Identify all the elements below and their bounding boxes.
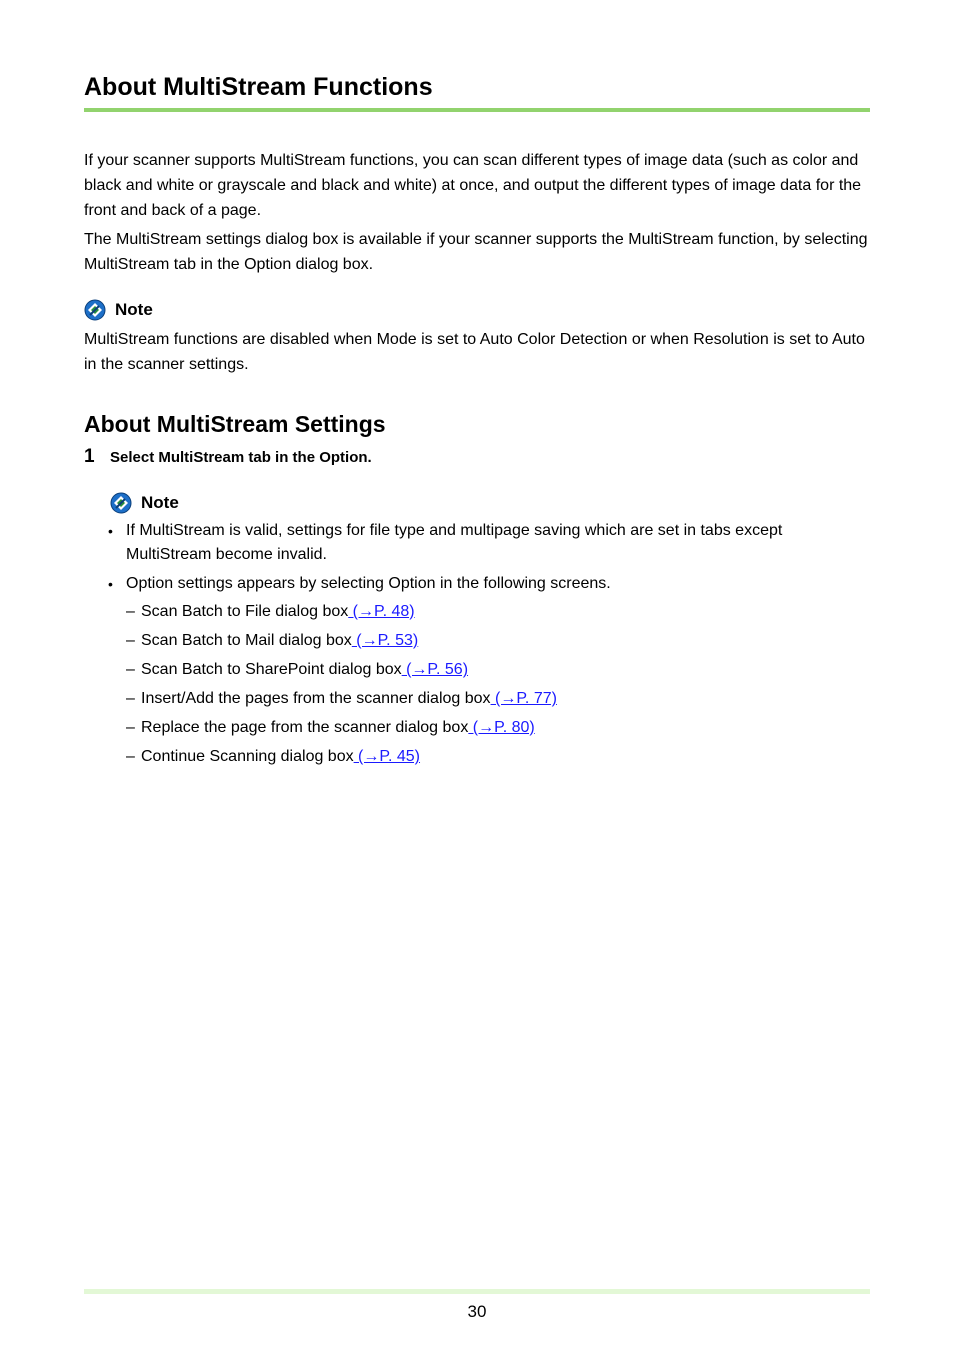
note-label: Note — [141, 493, 179, 512]
page-reference-link[interactable]: (→P. 56) — [401, 661, 469, 678]
dash-mark: – — [126, 748, 135, 765]
dash-mark: – — [126, 661, 135, 678]
step-number: 1 — [84, 446, 95, 467]
step-1 — [84, 446, 372, 472]
title-divider — [84, 108, 870, 112]
list-item — [126, 745, 420, 769]
note-label: Note — [115, 300, 153, 319]
dash-mark: – — [126, 632, 135, 649]
note-pencil-icon — [84, 299, 106, 321]
page-reference-link[interactable]: (→P. 80) — [468, 719, 535, 736]
dash-mark: – — [126, 719, 135, 736]
list-item — [126, 658, 468, 682]
list-item-text: Scan Batch to SharePoint dialog box — [141, 661, 402, 678]
note-header — [84, 298, 153, 322]
step-instruction: Select MultiStream tab in the Option. — [110, 449, 372, 466]
dash-mark: – — [126, 690, 135, 707]
page-number: 30 — [467, 1302, 487, 1321]
page-reference-link[interactable]: (→P. 53) — [351, 632, 419, 649]
list-item — [126, 600, 415, 624]
page-reference-link[interactable]: (→P. 48) — [348, 603, 415, 620]
bullet-mark: • — [108, 576, 113, 592]
page-title: About MultiStream Functions — [84, 73, 433, 101]
note-bullet-2 — [108, 572, 848, 596]
list-item — [126, 687, 557, 711]
page-reference-link[interactable]: (→P. 77) — [490, 690, 557, 707]
note-bullet-1 — [108, 519, 848, 567]
note-text: MultiStream functions are disabled when Mode is set to Auto Color Detection or when Resolution is set to Auto in the scanner settings. — [84, 331, 865, 373]
list-item-text: Insert/Add the pages from the scanner dialog box — [141, 690, 491, 707]
bullet-mark: • — [108, 523, 113, 539]
dash-mark: – — [126, 603, 135, 620]
note-header-2 — [110, 491, 179, 515]
note-pencil-icon — [110, 492, 132, 514]
list-item-text: Continue Scanning dialog box — [141, 748, 354, 765]
list-item-text: Scan Batch to Mail dialog box — [141, 632, 352, 649]
footer-divider — [84, 1289, 870, 1294]
list-item-text: Scan Batch to File dialog box — [141, 603, 349, 620]
list-item — [126, 716, 535, 740]
section-subtitle: About MultiStream Settings — [84, 411, 386, 437]
list-item — [126, 629, 418, 653]
bullet-text: If MultiStream is valid, settings for file type and multipage saving which are set in tabs except MultiStream become invalid. — [126, 522, 783, 563]
page-reference-link[interactable]: (→P. 45) — [353, 748, 421, 765]
intro-paragraph-2: The MultiStream settings dialog box is available if your scanner supports the MultiStream function, by selecting MultiStream tab in the Option dialog box. — [84, 231, 868, 273]
intro-paragraph-1: If your scanner supports MultiStream functions, you can scan different types of image data (such as color and black and white or grayscale and black and white) at once, and output the different types of image data for the front and back of a page. — [84, 152, 862, 219]
bullet-text: Option settings appears by selecting Option in the following screens. — [126, 575, 611, 592]
list-item-text: Replace the page from the scanner dialog box — [141, 719, 469, 736]
